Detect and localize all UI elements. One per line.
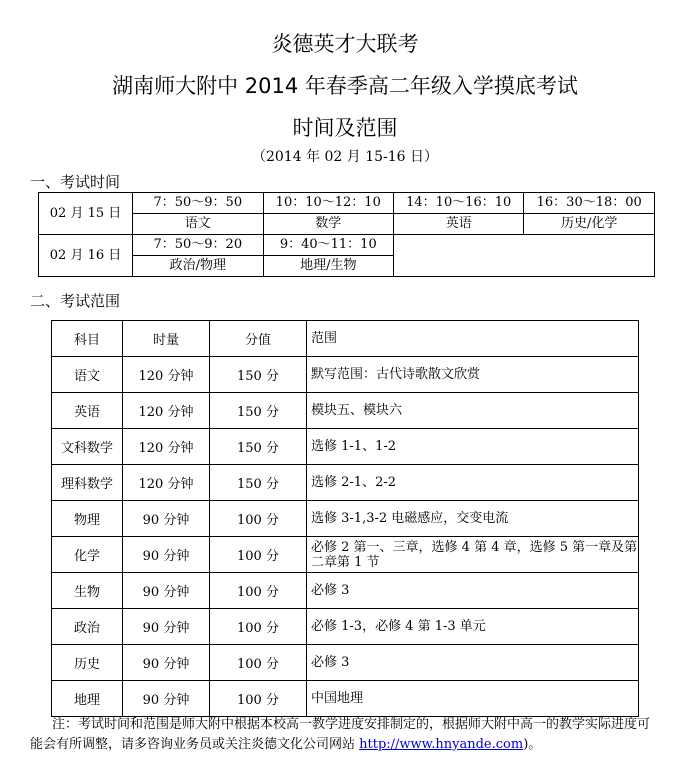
exam-series-title: 炎德英才大联考 (271, 32, 419, 56)
scope-heading: 二、考试范围 (30, 292, 121, 310)
duration-cell: 120 分钟 (123, 357, 210, 393)
session-time: 10：10～12：10 (263, 193, 393, 214)
schedule-date: 02 月 16 日 (39, 235, 133, 277)
subject-cell: 历史 (52, 645, 123, 681)
subject-cell: 生物 (52, 573, 123, 609)
empty-cell (394, 235, 655, 277)
document-subtitle: 时间及范围 (292, 116, 398, 140)
exam-name-title: 湖南师大附中 2014 年春季高二年级入学摸底考试 (112, 74, 578, 98)
score-cell: 150 分 (210, 465, 307, 501)
range-cell: 默写范围：古代诗歌散文欣赏 (307, 357, 639, 393)
score-cell: 150 分 (210, 429, 307, 465)
session-subject: 语文 (133, 214, 263, 235)
session-subject: 数学 (263, 214, 393, 235)
score-cell: 100 分 (210, 573, 307, 609)
column-header: 范围 (307, 321, 639, 357)
schedule-heading: 一、考试时间 (30, 173, 121, 191)
range-cell: 选修 3-1,3-2 电磁感应，交变电流 (307, 501, 639, 537)
session-subject: 英语 (394, 214, 524, 235)
score-cell: 100 分 (210, 501, 307, 537)
session-time: 9：40～11：10 (263, 235, 393, 256)
duration-cell: 90 分钟 (123, 537, 210, 573)
table-row (52, 357, 639, 393)
schedule-date: 02 月 15 日 (39, 193, 133, 235)
range-cell: 必修 3 (307, 573, 639, 609)
range-cell: 中国地理 (307, 681, 639, 717)
range-cell: 模块五、模块六 (307, 393, 639, 429)
subject-cell: 地理 (52, 681, 123, 717)
scope-table (51, 320, 639, 717)
table-row (52, 465, 639, 501)
scope-header-row (52, 321, 639, 357)
session-time: 14：10～16：10 (394, 193, 524, 214)
subject-cell: 语文 (52, 357, 123, 393)
session-subject: 地理/生物 (263, 256, 393, 277)
column-header: 科目 (52, 321, 123, 357)
duration-cell: 90 分钟 (123, 609, 210, 645)
range-cell: 选修 2-1、2-2 (307, 465, 639, 501)
schedule-row-day1-time (39, 193, 655, 214)
session-time: 7：50～9：20 (133, 235, 263, 256)
table-row (52, 681, 639, 717)
subject-cell: 化学 (52, 537, 123, 573)
subject-cell: 英语 (52, 393, 123, 429)
duration-cell: 120 分钟 (123, 393, 210, 429)
session-subject: 政治/物理 (133, 256, 263, 277)
subject-cell: 理科数学 (52, 465, 123, 501)
session-time: 16：30～18：00 (524, 193, 655, 214)
schedule-row-day2-time (39, 235, 655, 256)
table-row (52, 645, 639, 681)
duration-cell: 120 分钟 (123, 429, 210, 465)
table-row (52, 609, 639, 645)
score-cell: 100 分 (210, 609, 307, 645)
score-cell: 150 分 (210, 393, 307, 429)
table-row (52, 573, 639, 609)
exam-date-range: （2014 年 02 月 15-16 日） (251, 149, 439, 165)
table-row (52, 501, 639, 537)
range-cell: 必修 2 第一、三章，选修 4 第 4 章，选修 5 第一章及第二章第 1 节 (307, 537, 639, 573)
score-cell: 100 分 (210, 681, 307, 717)
footnote (30, 715, 660, 755)
duration-cell: 90 分钟 (123, 645, 210, 681)
footnote-text: 注：考试时间和范围是师大附中根据本校高一教学进度安排制定的，根据师大附中高一的教学实际进度可能会有所调整，请多咨询业务员或关注炎德文化公司网站 (30, 717, 651, 752)
duration-cell: 90 分钟 (123, 681, 210, 717)
table-row (52, 393, 639, 429)
range-cell: 必修 3 (307, 645, 639, 681)
range-cell: 选修 1-1、1-2 (307, 429, 639, 465)
footnote-tail: )。 (523, 737, 542, 752)
session-subject: 历史/化学 (524, 214, 655, 235)
range-cell: 必修 1-3，必修 4 第 1-3 单元 (307, 609, 639, 645)
subject-cell: 政治 (52, 609, 123, 645)
column-header: 分值 (210, 321, 307, 357)
duration-cell: 90 分钟 (123, 573, 210, 609)
column-header: 时量 (123, 321, 210, 357)
website-link[interactable]: http://www.hnyande.com (359, 737, 524, 752)
table-row (52, 429, 639, 465)
score-cell: 150 分 (210, 357, 307, 393)
schedule-table (38, 192, 655, 277)
subject-cell: 文科数学 (52, 429, 123, 465)
table-row (52, 537, 639, 573)
duration-cell: 90 分钟 (123, 501, 210, 537)
subject-cell: 物理 (52, 501, 123, 537)
score-cell: 100 分 (210, 645, 307, 681)
duration-cell: 120 分钟 (123, 465, 210, 501)
session-time: 7：50～9：50 (133, 193, 263, 214)
score-cell: 100 分 (210, 537, 307, 573)
